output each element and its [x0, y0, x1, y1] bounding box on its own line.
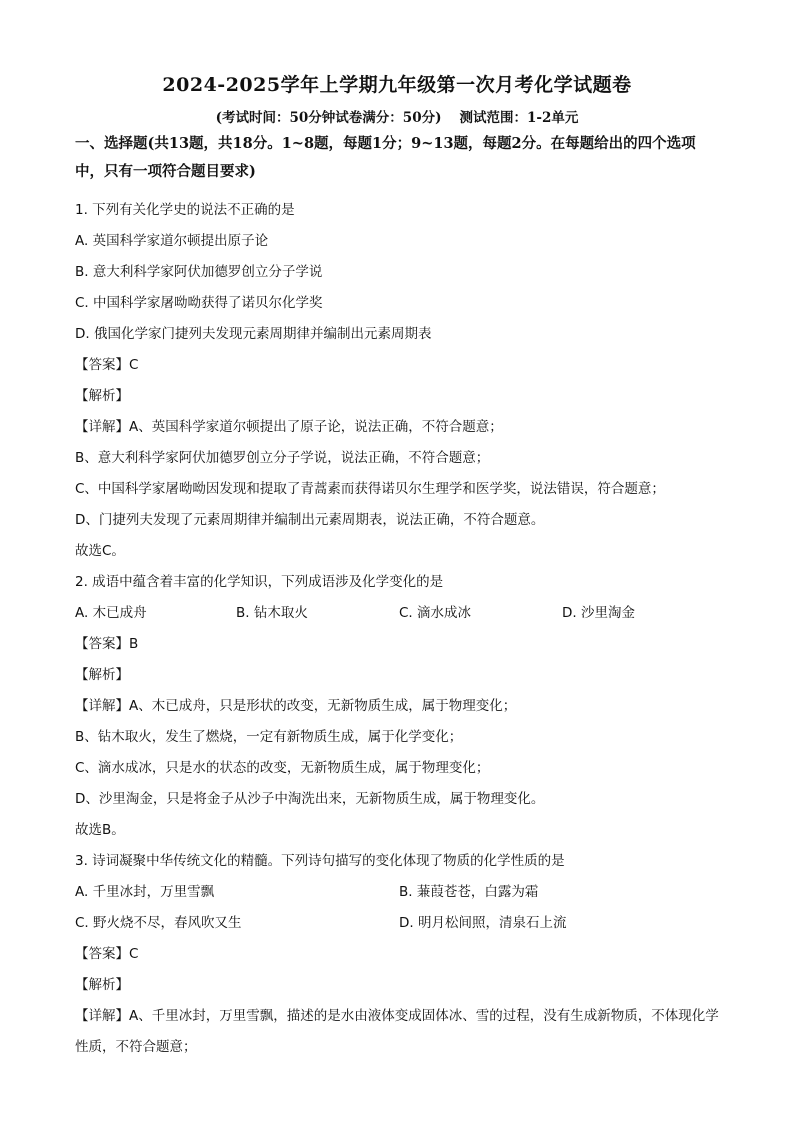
q2-answer: 【答案】B [75, 636, 139, 652]
q2-choose: 故选B。 [75, 822, 125, 838]
q1-detail-b: B、意大利科学家阿伏加德罗创立分子学说，说法正确，不符合题意； [75, 450, 490, 466]
q2-detail-b: B、钻木取火，发生了燃烧，一定有新物质生成，属于化学变化； [75, 729, 463, 745]
q3-analysis-label: 【解析】 [75, 977, 129, 993]
q1-analysis-label: 【解析】 [75, 388, 129, 404]
q3-answer: 【答案】C [75, 946, 139, 962]
q2-option-c: C. 滴水成冰 [399, 605, 472, 621]
q3-option-c: C. 野火烧不尽，春风吹又生 [75, 915, 242, 931]
q2-detail-c: C、滴水成冰，只是水的状态的改变，无新物质生成，属于物理变化； [75, 760, 490, 776]
q3-detail-a: 【详解】A、千里冰封，万里雪飘，描述的是水由液体变成固体冰、雪的过程，没有生成新物质，不体现化学性质，不符合题意； [75, 1008, 719, 1055]
exam-scope: 测试范围：1-2单元 [459, 110, 579, 126]
q1-option-a: A. 英国科学家道尔顿提出原子论 [75, 233, 269, 249]
q1-answer: 【答案】C [75, 357, 139, 373]
q2-analysis-label: 【解析】 [75, 667, 129, 683]
q3-option-b: B. 蒹葭苍苍，白露为霜 [399, 884, 539, 900]
exam-info [0, 106, 794, 126]
q3-option-d: D. 明月松间照，清泉石上流 [399, 915, 567, 931]
page-title: 2024-2025学年上学期九年级第一次月考化学试题卷 [162, 74, 632, 96]
q1-choose: 故选C。 [75, 543, 125, 559]
q2-option-d: D. 沙里淘金 [562, 605, 635, 621]
q1-detail-d: D、门捷列夫发现了元素周期律并编制出元素周期表，说法正确，不符合题意。 [75, 512, 545, 528]
exam-time-score: (考试时间：50分钟试卷满分：50分) [215, 110, 442, 126]
q1-detail-c: C、中国科学家屠呦呦因发现和提取了青蒿素而获得诺贝尔生理学和医学奖，说法错误，符合题意； [75, 481, 665, 497]
q1-option-d: D. 俄国化学家门捷列夫发现元素周期律并编制出元素周期表 [75, 326, 432, 342]
q1-option-b: B. 意大利科学家阿伏加德罗创立分子学说 [75, 264, 323, 280]
q3-stem: 3. 诗词凝聚中华传统文化的精髓。下列诗句描写的变化体现了物质的化学性质的是 [75, 853, 565, 869]
q1-stem: 1. 下列有关化学史的说法不正确的是 [75, 202, 295, 218]
q1-option-c: C. 中国科学家屠呦呦获得了诺贝尔化学奖 [75, 295, 323, 311]
q2-option-a: A. 木已成舟 [75, 605, 147, 621]
q3-option-a: A. 千里冰封，万里雪飘 [75, 884, 215, 900]
q1-detail-a: 【详解】A、英国科学家道尔顿提出了原子论，说法正确，不符合题意； [75, 419, 503, 435]
q2-detail-d: D、沙里淘金，只是将金子从沙子中淘洗出来，无新物质生成，属于物理变化。 [75, 791, 545, 807]
q2-stem: 2. 成语中蕴含着丰富的化学知识，下列成语涉及化学变化的是 [75, 574, 444, 590]
q2-detail-a: 【详解】A、木已成舟，只是形状的改变，无新物质生成，属于物理变化； [75, 698, 517, 714]
section-heading: 一、选择题(共13题，共18分。1~8题，每题1分；9~13题，每题2分。在每题给出的四个选项中，只有一项符合题目要求) [75, 135, 696, 180]
q2-option-b: B. 钻木取火 [236, 605, 308, 621]
